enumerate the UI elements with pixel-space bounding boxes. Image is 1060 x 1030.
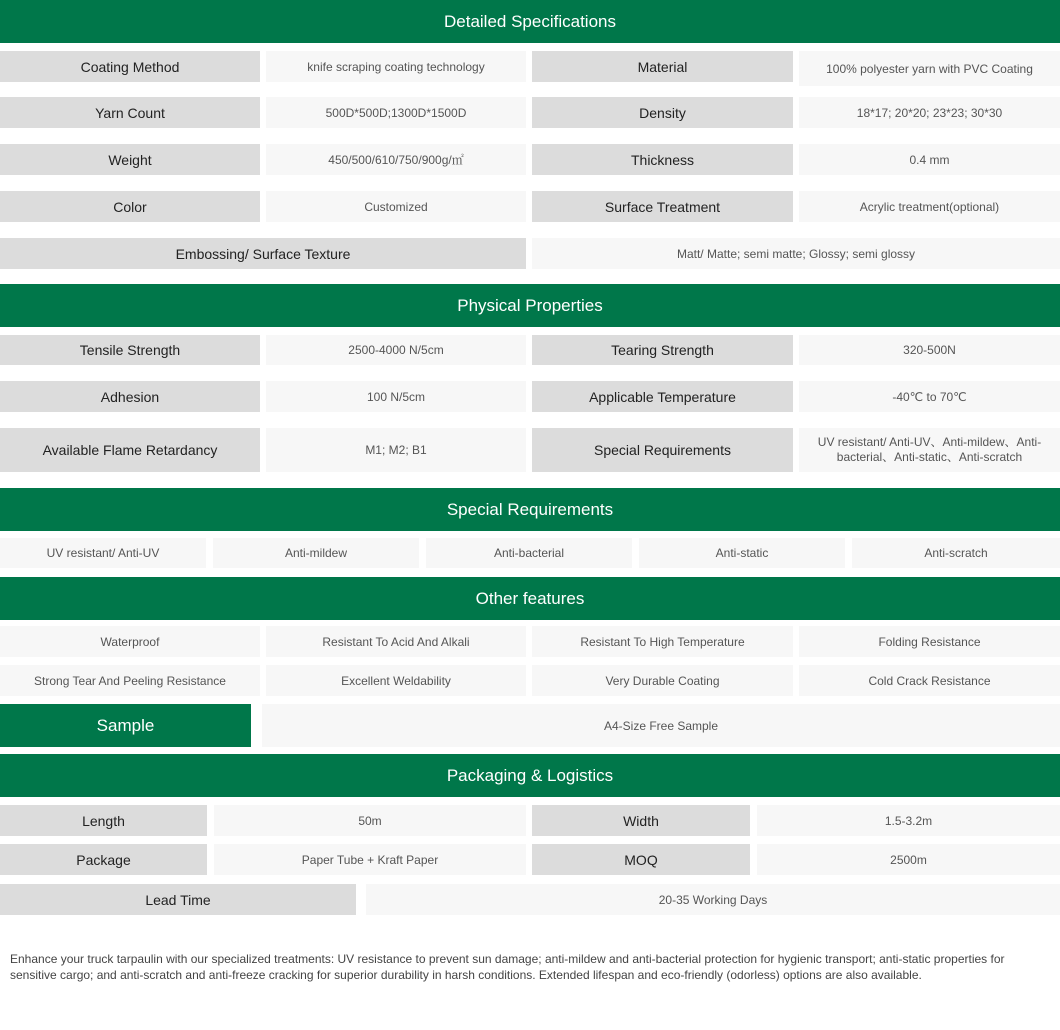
spec-label: Surface Treatment	[532, 191, 793, 222]
spec-value-wide: Matt/ Matte; semi matte; Glossy; semi glossy	[532, 238, 1060, 269]
physical-label: Tearing Strength	[532, 335, 793, 365]
feature-item: Strong Tear And Peeling Resistance	[0, 665, 260, 696]
spec-value: 0.4 mm	[799, 144, 1060, 175]
special-item: Anti-scratch	[852, 538, 1060, 568]
physical-value: UV resistant/ Anti-UV、Anti-mildew、Anti-bacterial、Anti-static、Anti-scratch	[799, 428, 1060, 472]
spec-value: 450/500/610/750/900g/㎡	[266, 144, 526, 175]
spec-label: Weight	[0, 144, 260, 175]
feature-item: Resistant To High Temperature	[532, 626, 793, 657]
special-requirements-header: Special Requirements	[0, 488, 1060, 531]
spec-label: Density	[532, 97, 793, 128]
spec-label: Yarn Count	[0, 97, 260, 128]
feature-item: Resistant To Acid And Alkali	[266, 626, 526, 657]
physical-properties-header: Physical Properties	[0, 284, 1060, 327]
spec-value: 100% polyester yarn with PVC Coating	[799, 51, 1060, 86]
packaging-value: 1.5-3.2m	[757, 805, 1060, 836]
packaging-label: Length	[0, 805, 207, 836]
physical-label: Available Flame Retardancy	[0, 428, 260, 472]
feature-item: Very Durable Coating	[532, 665, 793, 696]
physical-label: Special Requirements	[532, 428, 793, 472]
spec-value: Customized	[266, 191, 526, 222]
footer-description: Enhance your truck tarpaulin with our specialized treatments: UV resistance to prevent sun damage; anti-mildew and anti-bacterial protection for hygienic transport; anti-static properties for sensitive cargo; and anti-scratch and anti-freeze cracking for superior durability in harsh conditions. Extended lifespan and eco-friendly (odorless) options are also available.	[10, 952, 1005, 982]
packaging-value: Paper Tube + Kraft Paper	[214, 844, 526, 875]
physical-value: 100 N/5cm	[266, 381, 526, 412]
lead-time-label: Lead Time	[0, 884, 356, 915]
special-item: Anti-bacterial	[426, 538, 632, 568]
physical-label: Tensile Strength	[0, 335, 260, 365]
special-item: Anti-mildew	[213, 538, 419, 568]
lead-time-value: 20-35 Working Days	[366, 884, 1060, 915]
spec-value: knife scraping coating technology	[266, 51, 526, 82]
physical-label: Applicable Temperature	[532, 381, 793, 412]
special-item: UV resistant/ Anti-UV	[0, 538, 206, 568]
packaging-header: Packaging & Logistics	[0, 754, 1060, 797]
spec-label-wide: Embossing/ Surface Texture	[0, 238, 526, 269]
spec-label: Material	[532, 51, 793, 82]
spec-value: 18*17; 20*20; 23*23; 30*30	[799, 97, 1060, 128]
spec-label: Coating Method	[0, 51, 260, 82]
spec-label: Thickness	[532, 144, 793, 175]
other-features-header: Other features	[0, 577, 1060, 620]
physical-value: M1; M2; B1	[266, 428, 526, 472]
packaging-label: Package	[0, 844, 207, 875]
feature-item: Folding Resistance	[799, 626, 1060, 657]
spec-label: Color	[0, 191, 260, 222]
feature-item: Cold Crack Resistance	[799, 665, 1060, 696]
feature-item: Waterproof	[0, 626, 260, 657]
spec-value: 500D*500D;1300D*1500D	[266, 97, 526, 128]
physical-label: Adhesion	[0, 381, 260, 412]
packaging-value: 2500m	[757, 844, 1060, 875]
packaging-label: Width	[532, 805, 750, 836]
packaging-label: MOQ	[532, 844, 750, 875]
special-item: Anti-static	[639, 538, 845, 568]
sample-label: Sample	[0, 704, 251, 747]
physical-value: -40℃ to 70℃	[799, 381, 1060, 412]
physical-value: 2500-4000 N/5cm	[266, 335, 526, 365]
feature-item: Excellent Weldability	[266, 665, 526, 696]
sample-value: A4-Size Free Sample	[262, 704, 1060, 747]
spec-value: Acrylic treatment(optional)	[799, 191, 1060, 222]
physical-value: 320-500N	[799, 335, 1060, 365]
packaging-value: 50m	[214, 805, 526, 836]
detailed-specs-header: Detailed Specifications	[0, 0, 1060, 43]
